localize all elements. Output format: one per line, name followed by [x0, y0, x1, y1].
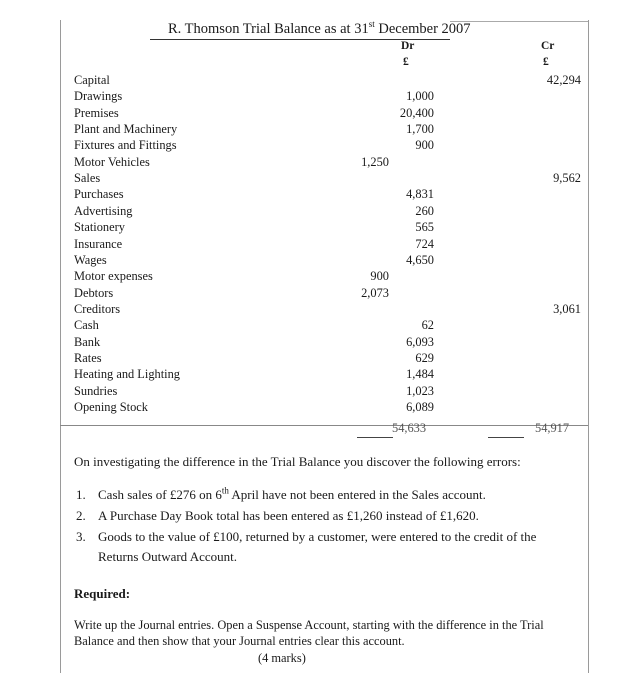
cr-header: Cr [541, 40, 555, 52]
row-account-name: Heating and Lighting [74, 367, 180, 382]
row-dr-value: 4,650 [406, 252, 434, 267]
dr-unit: £ [403, 56, 409, 68]
marks-text: (4 marks) [258, 651, 306, 665]
page-title [168, 21, 471, 38]
row-account-name: Cash [74, 318, 99, 333]
row-account-name: Stationery [74, 220, 125, 235]
row-account-name: Debtors [74, 285, 114, 300]
row-dr-value: 1,000 [406, 89, 434, 104]
intro-text: On investigating the difference in the Trial Balance you discover the following errors: [74, 454, 521, 469]
row-dr-value: 629 [415, 350, 434, 365]
total-rule-long [60, 425, 588, 426]
row-account-name: Motor expenses [74, 269, 153, 284]
row-dr-value: 260 [415, 203, 434, 218]
row-dr-value: 6,093 [406, 334, 434, 349]
error-text-rest: April have not been entered in the Sales account. [228, 487, 486, 502]
required-label: Required: [74, 586, 131, 601]
title-text: R. Thomson Trial Balance as at 31 [168, 21, 369, 37]
row-dr-value: 565 [415, 220, 434, 235]
table-row [0, 106, 634, 122]
table-row [0, 253, 634, 269]
title-rest: December 2007 [374, 21, 471, 37]
table-row [0, 155, 634, 171]
error-text: A Purchase Day Book total has been entered as £1,260 instead of £1,620. [98, 508, 479, 523]
required-text-line1: Write up the Journal entries. Open a Suspense Account, starting with the difference in the Trial [74, 618, 544, 632]
row-account-name: Bank [74, 334, 101, 349]
row-dr-value: 724 [415, 236, 434, 251]
row-dr-left-value: 900 [370, 269, 389, 284]
row-account-name: Plant and Machinery [74, 122, 178, 137]
table-row [0, 138, 634, 154]
row-cr-value: 9,562 [553, 171, 581, 186]
row-account-name: Wages [74, 252, 107, 267]
cr-total-underline [488, 437, 524, 438]
row-dr-value: 1,023 [406, 383, 434, 398]
dr-total-underline [357, 437, 393, 438]
row-account-name: Advertising [74, 203, 133, 218]
row-account-name: Motor Vehicles [74, 154, 150, 169]
row-dr-value: 1,484 [406, 367, 434, 382]
table-row [0, 204, 634, 220]
error-number: 2. [76, 508, 86, 523]
table-row [0, 171, 634, 187]
row-account-name: Opening Stock [74, 400, 148, 414]
frame-top-line [450, 21, 588, 22]
error-text-line2: Returns Outward Account. [98, 549, 238, 564]
row-dr-left-value: 1,250 [361, 154, 389, 169]
error-text: Cash sales of £276 on 6 [98, 487, 222, 502]
table-row [0, 220, 634, 236]
dr-total: 54,633 [392, 421, 427, 435]
row-cr-value: 3,061 [553, 301, 581, 316]
row-dr-left-value: 2,073 [361, 285, 389, 300]
table-row [0, 122, 634, 138]
row-dr-value: 4,831 [406, 187, 434, 202]
table-row [0, 367, 634, 383]
cr-unit: £ [543, 56, 549, 68]
row-account-name: Capital [74, 73, 110, 87]
table-row [0, 318, 634, 334]
cr-total: 54,917 [535, 421, 570, 435]
table-row [0, 384, 634, 400]
row-account-name: Purchases [74, 187, 124, 202]
row-dr-value: 1,700 [406, 122, 434, 137]
row-account-name: Premises [74, 105, 119, 120]
row-dr-value: 6,089 [406, 400, 434, 414]
row-cr-value: 42,294 [546, 73, 581, 87]
table-row [0, 187, 634, 203]
row-dr-value: 20,400 [399, 105, 434, 120]
table-row [0, 335, 634, 351]
table-row [0, 73, 634, 89]
row-account-name: Rates [74, 350, 102, 365]
row-account-name: Drawings [74, 89, 123, 104]
table-row [0, 286, 634, 302]
error-number: 3. [76, 529, 86, 544]
error-number: 1. [76, 487, 86, 502]
error-text: Goods to the value of £100, returned by a customer, were entered to the credit of the [98, 529, 537, 544]
error-superscript: th [221, 485, 229, 496]
table-row [0, 351, 634, 367]
row-account-name: Sundries [74, 383, 118, 398]
table-row [0, 400, 634, 416]
row-account-name: Creditors [74, 301, 121, 316]
dr-header: Dr [401, 40, 415, 52]
title-superscript: st [368, 19, 375, 30]
row-account-name: Fixtures and Fittings [74, 138, 177, 153]
row-dr-value: 62 [421, 318, 434, 333]
row-account-name: Sales [74, 171, 101, 186]
table-row [0, 237, 634, 253]
required-text-line2: Balance and then show that your Journal entries clear this account. [74, 634, 405, 648]
table-row [0, 302, 634, 318]
row-account-name: Insurance [74, 236, 123, 251]
row-dr-value: 900 [415, 138, 434, 153]
table-row [0, 269, 634, 285]
table-row [0, 89, 634, 105]
